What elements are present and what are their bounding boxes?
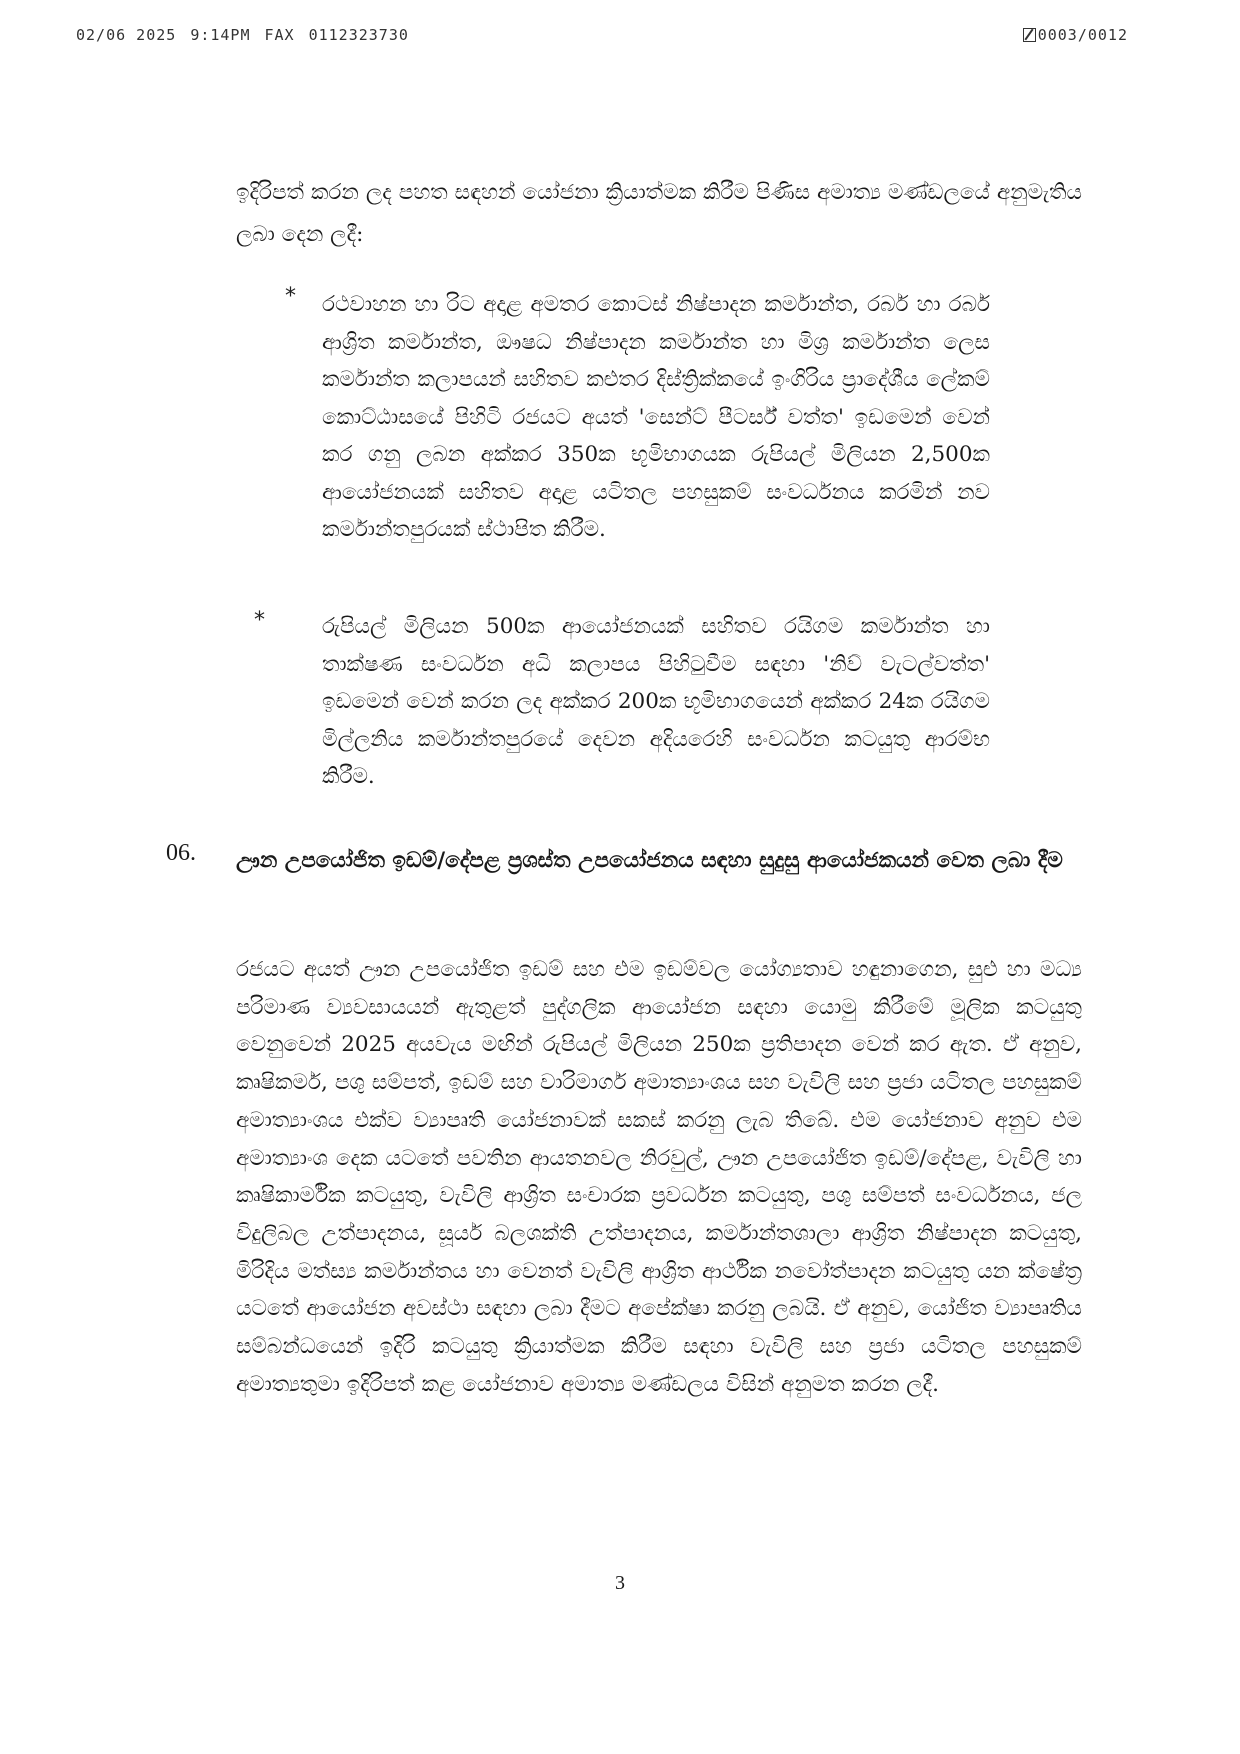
fax-label: FAX xyxy=(264,26,295,44)
intro-paragraph: ඉදිරිපත් කරන ලද පහත සඳහන් යෝජනා ක්‍රියාත්මක කිරීම පිණිස අමාත්‍ය මණ්ඩලයේ අනුමැතිය ලබා දෙන ලදී: xyxy=(236,180,1082,247)
fax-number: 0112323730 xyxy=(308,26,409,44)
fax-header xyxy=(76,26,1128,44)
fax-time: 9:14PM xyxy=(190,26,251,44)
bullet-item-text: රථවාහන හා රිට අදාළ අමතර කොටස් නිෂ්පාදන කර්මාන්ත, රබර් හා රබර් ආශ්‍රිත කර්මාන්ත, ඖෂධ නිෂ්පාදන කර්මාන්ත හා මිශ්‍ර කර්මාන්ත ලෙස කර්මාන්ත කලාපයන් සහිතව කළුතර දිස්ත්‍රික්කයේ ඉංගිරිය ප්‍රාදේශීය ලේකම් කොට්ඨාසයේ පිහිටි රජයට අයත් 'සෙන්ට් පීටර්ස් වත්ත' ඉඩමෙන් වෙන් කර ගනු ලබන අක්කර 350ක භූමිභාගයක රුපියල් මිලියන 2,500ක ආයෝජනයක් සහිතව අදාළ යටිතල පහසුකම් සංවර්ධනය කරමින් නව කර්මාන්තපුරයක් ස්ථාපිත කිරීම. xyxy=(322,292,990,542)
section-title: ඌන උපයෝජිත ඉඩම්/දේපළ ප්‍රශස්ත උපයෝජනය සඳහා සුදුසු ආයෝජකයන් වෙත ලබා දීම xyxy=(236,848,1063,873)
bullet-marker: * xyxy=(254,608,265,633)
section-number: 06. xyxy=(166,840,196,866)
bullet-item-text: රුපියල් මිලියන 500ක ආයෝජනයක් සහිතව රයිගම කර්මාන්ත හා තාක්ෂණ සංවර්ධන අධි කලාපය පිහිටුවීම සඳහා 'නිව් වැටල්වත්ත' ඉඩමෙන් වෙන් කරන ලද අක්කර 200ක භූමිභාගයෙන් අක්කර 24ක රයිගම මිල්ලනිය කර්මාන්තපුරයේ දෙවන අදියරෙහි සංවර්ධන කටයුතු ආරම්භ කිරීම. xyxy=(322,614,990,789)
fax-status-icon xyxy=(1023,28,1036,42)
fax-page-counter xyxy=(1023,26,1128,44)
fax-transmission-info xyxy=(76,26,423,44)
fax-page-count: 0003/0012 xyxy=(1037,26,1128,44)
fax-date: 02/06 2025 xyxy=(76,26,177,44)
bullet-marker: * xyxy=(285,284,296,309)
section-body-paragraph: රජයට අයත් ඌන උපයෝජිත ඉඩම් සහ එම ඉඩම්වල යෝග්‍යතාව හඳුනාගෙන, සුළු හා මධ්‍ය පරිමාණ ව්‍යවසායයන් ඇතුළත් පුද්ගලික ආයෝජන සඳහා යොමු කිරීමේ මූලික කටයුතු වෙනුවෙන් 2025 අයවැය මඟින් රුපියල් මිලියන 250ක ප්‍රතිපාදන වෙන් කර ඇත. ඒ අනුව, කෘෂිකර්ම, පශු සම්පත්, ඉඩම් සහ වාරිමාර්ග අමාත්‍යාංශය සහ වැවිලි සහ ප්‍රජා යටිතල පහසුකම් අමාත්‍යාංශය එක්ව ව්‍යාපෘති යෝජනාවක් සකස් කරනු ලැබ තිබේ. එම යෝජනාව අනුව එම අමාත්‍යාංශ දෙක යටතේ පවතින ආයතනවල නිරවුල්, ඌන උපයෝජිත ඉඩම්/දේපළ, වැවිලි හා කෘෂිකාර්මික කටයුතු, වැවිලි ආශ්‍රිත සංචාරක ප්‍රවර්ධන කටයුතු, පශු සම්පත් සංවර්ධනය, ජල විදුලිබල උත්පාදනය, සූර්ය බලශක්ති උත්පාදනය, කර්මාන්තශාලා ආශ්‍රිත නිෂ්පාදන කටයුතු, මිරිදිය මත්ස්‍ය කර්මාන්තය හා වෙනත් වැවිලි ආශ්‍රිත ආර්ථික නවෝත්පාදන කටයුතු යන ක්ෂේත්‍ර යටතේ ආයෝජන අවස්ථා සඳහා ලබා දීමට අපේක්ෂා කරනු ලබයි. ඒ අනුව, යෝජිත ව්‍යාපෘතිය සම්බන්ධයෙන් ඉදිරි කටයුතු ක්‍රියාත්මක කිරීම සඳහා වැවිලි සහ ප්‍රජා යටිතල පහසුකම් අමාත්‍යතුමා ඉදිරිපත් කළ යෝජනාව අමාත්‍ය මණ්ඩලය විසින් අනුමත කරන ලදී. xyxy=(236,957,1082,1397)
page-number: 3 xyxy=(615,1572,625,1594)
